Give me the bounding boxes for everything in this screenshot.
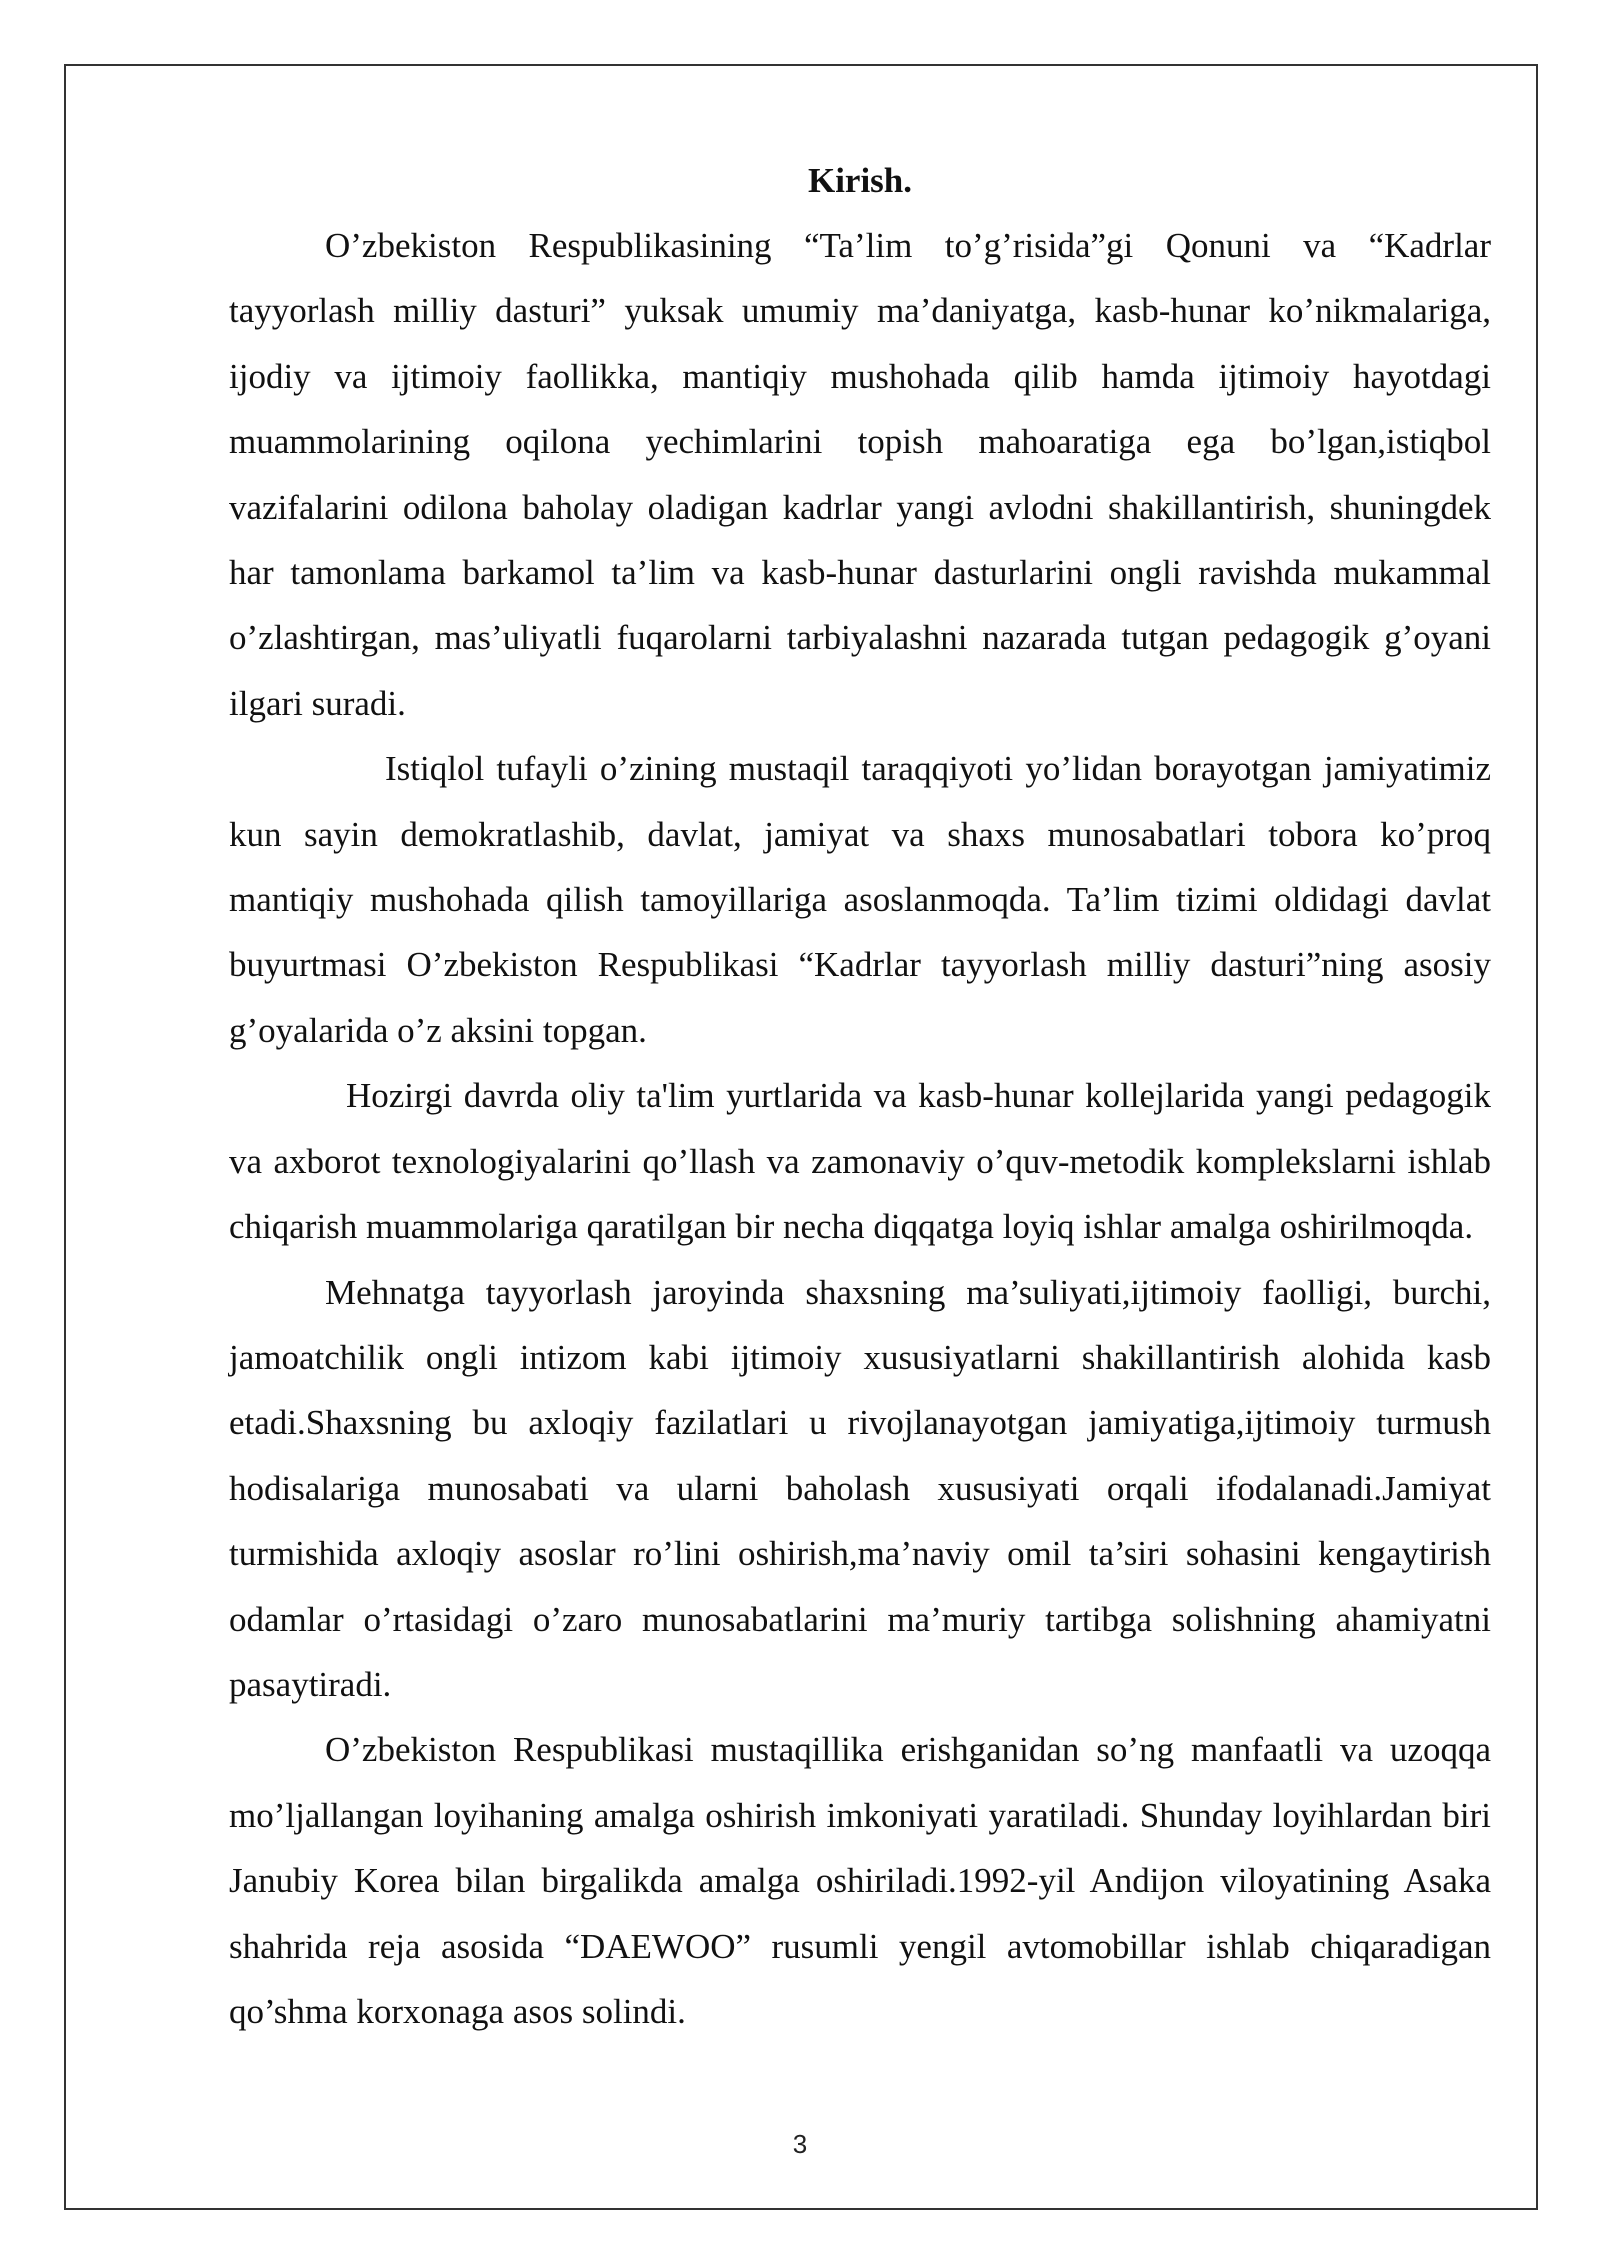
- paragraph-3: Hozirgi davrda oliy ta'lim yurtlarida va kasb-hunar kollejlarida yangi pedagogik va axborot texnologiyalarini qo’llash va zamonaviy o’quv-metodik komplekslarni ishlab chiqarish muammolariga qaratilgan bir necha diqqatga loyiq ishlar amalga oshirilmoqda.: [229, 1076, 1491, 1247]
- page-number: 3: [792, 2129, 808, 2159]
- paragraph-4: Mehnatga tayyorlash jaroyinda shaxsning ma’suliyati,ijtimoiy faolligi, burchi, jamoatchilik ongli intizom kabi ijtimoiy xususiyatlarni shakillantirish alohida kasb etadi.Shaxsning bu axloqiy fazilatlari u rivojlanayotgan jamiyatiga,ijtimoiy turmush hodisalariga munosabati va ularni baholash xususiyati orqali ifodalanadi.Jamiyat turmishida axloqiy asoslar ro’lini oshirish,ma’naviy omil ta’siri sohasini kengaytirish odamlar o’rtasidagi o’zaro munosabatlarini ma’muriy tartibga solishning ahamiyatni pasaytiradi.: [229, 1272, 1491, 1704]
- paragraph-2: Istiqlol tufayli o’zining mustaqil taraqqiyoti yo’lidan borayotgan jamiyatimiz kun sayin demokratlashib, davlat, jamiyat va shaxs munosabatlari tobora ko’proq mantiqiy mushohada qilish tamoyillariga asoslanmoqda. Ta’lim tizimi oldidagi davlat buyurtmasi O’zbekiston Respublikasi “Kadrlar tayyorlash milliy dasturi”ning asosiy g’oyalarida o’z aksini topgan.: [229, 749, 1491, 1050]
- document-title: Kirish.: [807, 161, 913, 200]
- document-body: [229, 148, 1491, 2044]
- paragraph-5: O’zbekiston Respublikasi mustaqillika erishganidan so’ng manfaatli va uzoqqa mo’ljallangan loyihaning amalga oshirish imkoniyati yaratiladi. Shunday loyihlardan biri Janubiy Korea bilan birgalikda amalga oshiriladi.1992-yil Andijon viloyatining Asaka shahrida reja asosida “DAEWOO” rusumli yengil avtomobillar ishlab chiqaradigan qo’shma korxonaga asos solindi.: [229, 1730, 1491, 2031]
- paragraph-1: O’zbekiston Respublikasining “Ta’lim to’g’risida”gi Qonuni va “Kadrlar tayyorlash milliy dasturi” yuksak umumiy ma’daniyatga, kasb-hunar ko’nikmalariga, ijodiy va ijtimoiy faollikka, mantiqiy mushohada qilib hamda ijtimoiy hayotdagi muammolarining oqilona yechimlarini topish mahoaratiga ega bo’lgan,istiqbol vazifalarini odilona baholay oladigan kadrlar yangi avlodni shakillantirish, shuningdek har tamonlama barkamol ta’lim va kasb-hunar dasturlarini ongli ravishda mukammal o’zlashtirgan, mas’uliyatli fuqarolarni tarbiyalashni nazarada tutgan pedagogik g’oyani ilgari suradi.: [229, 226, 1491, 723]
